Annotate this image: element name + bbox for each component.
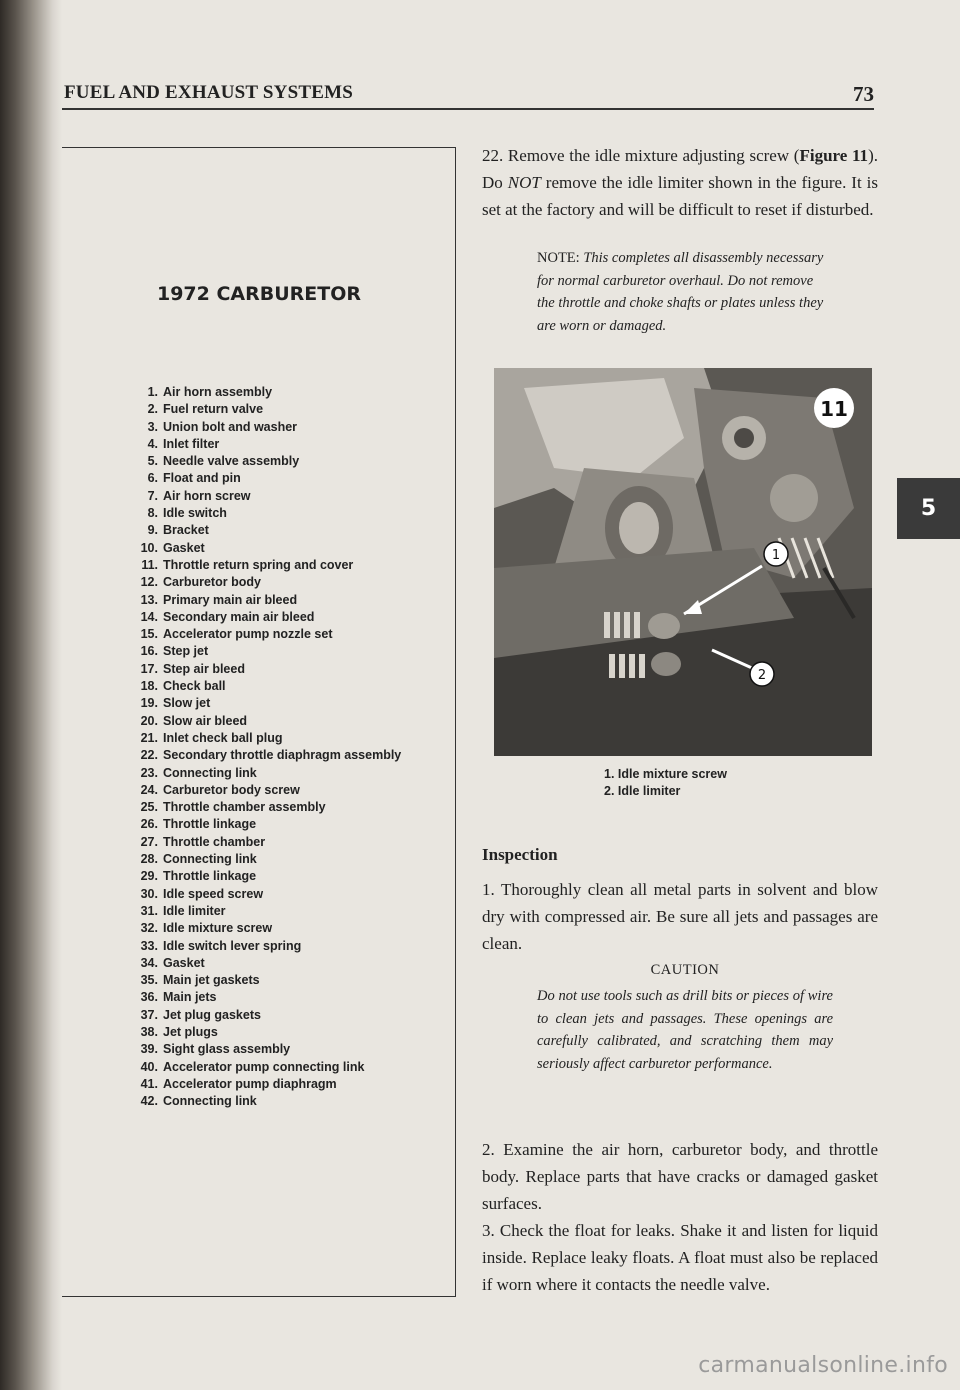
part-name: Fuel return valve (163, 402, 264, 417)
part-name: Connecting link (163, 852, 257, 867)
part-number: 31. (140, 903, 158, 918)
part-name: Primary main air bleed (163, 592, 298, 607)
part-name: Connecting link (163, 1094, 257, 1109)
part-name: Inlet filter (163, 436, 220, 451)
figure-title: 1972 CARBURETOR (156, 283, 362, 305)
part-name: Needle valve assembly (163, 454, 300, 469)
parts-list-item (132, 1024, 452, 1041)
book-spine-shadow (0, 0, 62, 1390)
parts-list-item (132, 695, 452, 712)
parts-list-item (132, 1041, 452, 1058)
caption-line-1: 1. Idle mixture screw (604, 767, 727, 781)
part-name: Accelerator pump diaphragm (163, 1076, 337, 1091)
part-number: 33. (140, 938, 158, 953)
part-number: 24. (140, 782, 158, 797)
parts-list (132, 384, 452, 1110)
parts-list-item (132, 419, 452, 436)
part-name: Throttle linkage (163, 817, 257, 832)
parts-list-item (132, 626, 452, 643)
part-number: 11. (141, 557, 158, 572)
parts-list-item (132, 765, 452, 782)
parts-list-item (132, 730, 452, 747)
part-number: 23. (140, 765, 158, 780)
parts-list-item (132, 1076, 452, 1093)
inspection-step-2: 2. Examine the air horn, carburetor body, and throttle body. Replace parts that have cracks or damaged gasket surfaces. (482, 1140, 878, 1213)
carburetor-photo-illustration (494, 368, 872, 756)
parts-list-item (132, 609, 452, 626)
parts-list-item (132, 989, 452, 1006)
part-number: 7. (147, 488, 158, 503)
parts-list-item (132, 713, 452, 730)
part-number: 10. (140, 540, 158, 555)
part-number: 32. (140, 921, 158, 936)
part-name: Secondary main air bleed (163, 609, 315, 624)
parts-list-item (132, 1007, 452, 1024)
part-name: Secondary throttle diaphragm assembly (163, 748, 402, 763)
section-title: FUEL AND EXHAUST SYSTEMS (64, 82, 354, 103)
parts-list-item (132, 903, 452, 920)
part-number: 29. (140, 869, 158, 884)
part-name: Main jet gaskets (163, 973, 260, 988)
part-name: Idle switch (163, 506, 227, 521)
part-name: Throttle chamber (163, 834, 266, 849)
caution-title: CAUTION (650, 962, 720, 978)
parts-list-item (132, 816, 452, 833)
part-name: Slow jet (163, 696, 211, 711)
part-name: Check ball (163, 679, 226, 694)
caution-text: Do not use tools such as drill bits or pieces of wire to clean jets and passages. These openings are carefully calibrated, and scratching them may seriously affect carburetor performance. (537, 988, 833, 1072)
part-number: 1. (147, 385, 158, 399)
part-number: 22. (140, 748, 158, 763)
carburetor-figure-box (62, 147, 456, 1297)
parts-list-item (132, 868, 452, 885)
parts-list-item (132, 1093, 452, 1110)
part-number: 28. (140, 852, 158, 867)
part-number: 21. (140, 730, 158, 745)
note-text: This completes all disassembly necessary for normal carburetor overhaul. Do not remove the throttle and choke shafts or plates unless they are worn or damaged. (537, 250, 824, 334)
part-number: 35. (140, 973, 158, 988)
part-number: 27. (140, 834, 158, 849)
note-label: NOTE: (537, 250, 584, 266)
part-number: 6. (147, 471, 158, 486)
part-number: 18. (140, 679, 158, 694)
figure-number: 11 (820, 397, 848, 421)
part-number: 14. (140, 609, 158, 624)
carburetor-photo (494, 368, 872, 756)
watermark: carmanualsonline.info (698, 1353, 948, 1378)
page-header (62, 78, 874, 110)
page-number: 73 (853, 82, 874, 106)
part-number: 2. (147, 402, 158, 417)
parts-list-item (132, 782, 452, 799)
part-name: Float and pin (163, 471, 241, 486)
part-name: Connecting link (163, 765, 257, 780)
part-number: 8. (147, 506, 158, 521)
part-number: 39. (140, 1042, 158, 1057)
part-name: Inlet check ball plug (163, 730, 283, 745)
callout-2: 2 (757, 668, 767, 683)
part-name: Bracket (163, 523, 209, 538)
part-number: 38. (140, 1024, 158, 1039)
part-number: 5. (147, 454, 158, 469)
part-number: 36. (140, 990, 158, 1005)
part-number: 42. (140, 1094, 158, 1109)
photo-caption (604, 766, 727, 800)
part-name: Gasket (163, 540, 205, 555)
part-number: 15. (140, 627, 158, 642)
part-name: Jet plug gaskets (163, 1007, 261, 1022)
part-number: 3. (147, 419, 158, 434)
part-number: 34. (140, 955, 158, 970)
part-number: 41. (140, 1076, 158, 1091)
part-number: 25. (140, 800, 158, 815)
part-name: Sight glass assembly (163, 1042, 291, 1057)
parts-list-item (132, 522, 452, 539)
part-name: Gasket (163, 955, 205, 970)
part-name: Idle limiter (163, 903, 226, 918)
parts-list-item (132, 747, 452, 764)
parts-list-item (132, 488, 452, 505)
part-name: Carburetor body screw (163, 782, 300, 797)
parts-list-item (132, 453, 452, 470)
parts-list-item (132, 540, 452, 557)
parts-list-item (132, 851, 452, 868)
parts-list-item (132, 955, 452, 972)
part-number: 9. (147, 523, 158, 538)
parts-list-item (132, 661, 452, 678)
part-name: Throttle linkage (163, 869, 257, 884)
inspection-step-3: 3. Check the float for leaks. Shake it and listen for liquid inside. Replace leaky floats. A float must also be replaced if worn where it contacts the needle valve. (482, 1221, 878, 1294)
part-name: Carburetor body (163, 575, 261, 590)
part-name: Idle speed screw (163, 886, 264, 901)
part-number: 17. (140, 661, 158, 676)
part-number: 26. (140, 817, 158, 832)
part-name: Jet plugs (163, 1024, 218, 1039)
step-22-paragraph: 22. Remove the idle mixture adjusting screw (Figure 11). Do NOT remove the idle limiter shown in the figure. It is set at the factory and will be difficult to reset if disturbed. (482, 146, 878, 219)
part-number: 19. (140, 696, 158, 711)
part-name: Accelerator pump nozzle set (163, 627, 333, 642)
chapter-tab[interactable]: 5 (897, 478, 960, 539)
part-name: Idle mixture screw (163, 921, 273, 936)
parts-list-item (132, 505, 452, 522)
inspection-step-1: 1. Thoroughly clean all metal parts in solvent and blow dry with compressed air. Be sure all jets and passages are clean. (482, 880, 878, 953)
part-name: Slow air bleed (163, 713, 248, 728)
part-name: Throttle return spring and cover (163, 557, 354, 572)
parts-list-item (132, 470, 452, 487)
part-number: 40. (140, 1059, 158, 1074)
inspection-heading: Inspection (482, 845, 558, 864)
parts-list-item (132, 1059, 452, 1076)
part-name: Idle switch lever spring (163, 938, 302, 953)
parts-list-item (132, 384, 452, 401)
part-number: 30. (140, 886, 158, 901)
caption-line-2: 2. Idle limiter (604, 784, 681, 798)
parts-list-item (132, 401, 452, 418)
part-number: 4. (147, 436, 158, 451)
part-name: Union bolt and washer (163, 419, 298, 434)
part-number: 16. (140, 644, 158, 659)
parts-list-item (132, 643, 452, 660)
part-name: Air horn screw (163, 488, 251, 503)
part-name: Accelerator pump connecting link (163, 1059, 365, 1074)
part-name: Throttle chamber assembly (163, 800, 326, 815)
part-number: 12. (140, 575, 158, 590)
parts-list-item (132, 799, 452, 816)
parts-list-item (132, 678, 452, 695)
callout-1: 1 (771, 548, 781, 563)
parts-list-item (132, 574, 452, 591)
part-name: Step air bleed (163, 661, 245, 676)
part-name: Step jet (163, 644, 209, 659)
note-block (537, 247, 833, 337)
parts-list-item (132, 592, 452, 609)
parts-list-item (132, 436, 452, 453)
parts-list-item (132, 938, 452, 955)
parts-list-item (132, 972, 452, 989)
part-number: 13. (140, 592, 158, 607)
part-name: Air horn assembly (163, 385, 273, 399)
part-name: Main jets (163, 990, 217, 1005)
parts-list-item (132, 920, 452, 937)
parts-list-item (132, 886, 452, 903)
part-number: 20. (140, 713, 158, 728)
part-number: 37. (140, 1007, 158, 1022)
figure-reference[interactable]: Figure 11 (799, 146, 869, 165)
parts-list-item (132, 834, 452, 851)
parts-list-item (132, 557, 452, 574)
